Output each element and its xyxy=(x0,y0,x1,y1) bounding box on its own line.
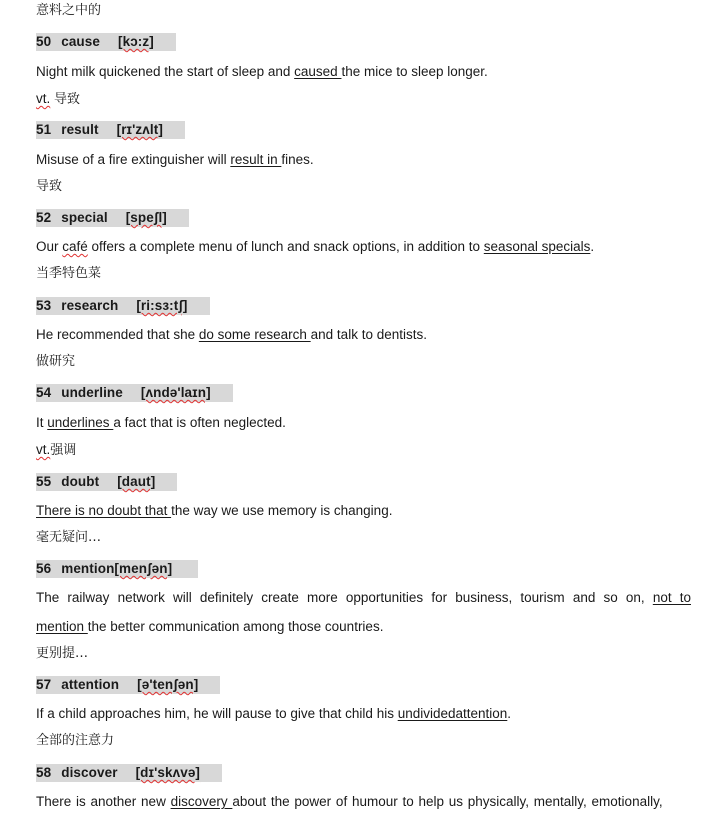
entry-heading xyxy=(36,473,691,491)
vocab-heading-58: 58 discover [dɪ'skʌvə] xyxy=(36,764,222,782)
example-sentence: The railway network will definitely create more opportunities for business, tourism and so on, not to xyxy=(36,590,691,605)
example-sentence: It underlines a fact that is often neglected. xyxy=(36,415,286,430)
meaning-text: 导致 xyxy=(36,179,63,194)
example-sentence: There is another new discovery about the power of humour to help us physically, mentally, emotionally, xyxy=(36,794,663,809)
example-sentence: He recommended that she do some research and talk to dentists. xyxy=(36,327,427,342)
vocab-heading-53: 53 research [ri:sɜ:tʃ] xyxy=(36,297,210,315)
vocab-heading-50: 50 cause [kɔ:z] xyxy=(36,33,176,51)
meaning-text: vt. 导致 xyxy=(36,91,81,107)
meaning-text: 全部的注意力 xyxy=(36,733,115,748)
meaning-text: 意料之中的 xyxy=(36,3,102,18)
meaning-text: vt.强调 xyxy=(36,442,77,458)
example-sentence-continued: mention the better communication among those countries. xyxy=(36,619,384,634)
vocab-heading-52: 52 special [speʃl] xyxy=(36,209,189,227)
entry-heading xyxy=(36,121,691,139)
vocab-heading-51: 51 result [rɪ'zʌlt] xyxy=(36,121,185,139)
entry-heading xyxy=(36,764,691,782)
meaning-text: 当季特色菜 xyxy=(36,266,102,281)
meaning-text: 更别提… xyxy=(36,646,89,661)
entry-heading xyxy=(36,384,691,402)
entry-heading xyxy=(36,33,691,51)
example-sentence: There is no doubt that the way we use memory is changing. xyxy=(36,503,393,518)
vocab-heading-54: 54 underline [ʌndə'laɪn] xyxy=(36,384,233,402)
vocab-heading-57: 57 attention [ə'tenʃən] xyxy=(36,676,220,694)
example-sentence: Night milk quickened the start of sleep and caused the mice to sleep longer. xyxy=(36,64,488,79)
entry-heading xyxy=(36,560,691,578)
vocab-heading-56: 56 mention[menʃən] xyxy=(36,560,198,578)
example-sentence: If a child approaches him, he will pause to give that child his undividedattention. xyxy=(36,706,512,721)
meaning-text: 毫无疑问… xyxy=(36,530,102,545)
meaning-text: 做研究 xyxy=(36,354,76,369)
example-sentence: Our café offers a complete menu of lunch and snack options, in addition to seasonal specials. xyxy=(36,239,595,254)
entry-heading xyxy=(36,297,691,315)
vocab-heading-55: 55 doubt [daut] xyxy=(36,473,177,491)
example-sentence: Misuse of a fire extinguisher will result in fines. xyxy=(36,152,314,167)
entry-heading xyxy=(36,209,691,227)
entry-heading xyxy=(36,676,691,694)
